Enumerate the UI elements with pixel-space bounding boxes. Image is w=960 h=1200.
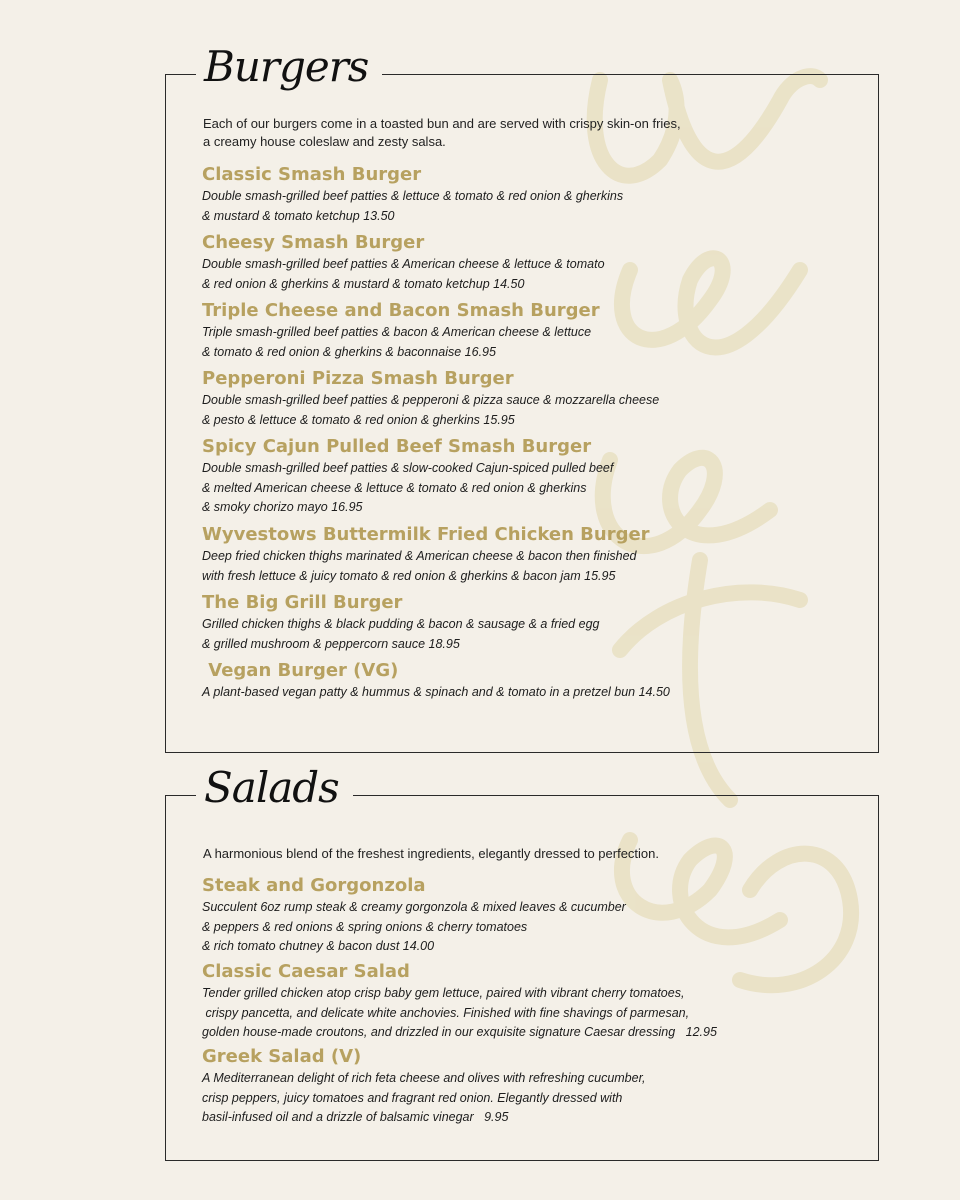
desc-line: & mustard & tomato ketchup 13.50 xyxy=(202,208,395,223)
desc-line: crisp peppers, juicy tomatoes and fragrant red onion. Elegantly dressed with xyxy=(202,1090,623,1105)
desc-line: Double smash-grilled beef patties & lettuce & tomato & red onion & gherkins xyxy=(202,189,624,203)
desc-line: & tomato & red onion & gherkins & baconnaise 16.95 xyxy=(202,344,496,359)
menu-item-name: Wyvestows Buttermilk Fried Chicken Burger xyxy=(202,524,650,545)
menu-item-name: Triple Cheese and Bacon Smash Burger xyxy=(202,300,600,321)
desc-line: Succulent 6oz rump steak & creamy gorgonzola & mixed leaves & cucumber xyxy=(202,900,626,914)
desc-line: Grilled chicken thighs & black pudding & bacon & sausage & a fried egg xyxy=(202,617,600,631)
desc-line: & red onion & gherkins & mustard & tomato ketchup 14.50 xyxy=(202,276,525,291)
burgers-intro xyxy=(203,115,763,151)
menu-item xyxy=(202,232,842,294)
menu-item-name: Pepperoni Pizza Smash Burger xyxy=(202,368,514,389)
menu-item xyxy=(202,368,842,430)
menu-item-name: Greek Salad (V) xyxy=(202,1046,362,1067)
menu-item xyxy=(202,164,842,226)
burgers-title: Burgers xyxy=(196,37,382,97)
menu-item-name: Steak and Gorgonzola xyxy=(202,875,426,896)
menu-item-description xyxy=(202,547,842,586)
menu-item-name: Vegan Burger (VG) xyxy=(202,660,399,681)
desc-line: & peppers & red onions & spring onions & cherry tomatoes xyxy=(202,919,528,934)
menu-item-description xyxy=(202,683,842,703)
desc-line: golden house-made croutons, and drizzled in our exquisite signature Caesar dressing 12.95 xyxy=(202,1025,717,1039)
desc-line: Triple smash-grilled beef patties & bacon & American cheese & lettuce xyxy=(202,325,592,339)
desc-line: Double smash-grilled beef patties & pepperoni & pizza sauce & mozzarella cheese xyxy=(202,393,660,407)
menu-item xyxy=(202,300,842,362)
menu-item-description xyxy=(202,898,842,957)
salads-section xyxy=(165,763,879,1161)
menu-item-name: Classic Caesar Salad xyxy=(202,961,410,982)
desc-line: Double smash-grilled beef patties & American cheese & lettuce & tomato xyxy=(202,257,605,271)
menu-item-name: Classic Smash Burger xyxy=(202,164,422,185)
burgers-intro-line: Each of our burgers come in a toasted bun and are served with crispy skin-on fries, xyxy=(203,116,681,131)
desc-line: Deep fried chicken thighs marinated & American cheese & bacon then finished xyxy=(202,549,637,563)
menu-item-description xyxy=(202,459,842,518)
menu-item-description xyxy=(202,187,842,226)
burgers-section xyxy=(165,42,879,753)
menu-item-description xyxy=(202,1069,842,1128)
menu-item-name: The Big Grill Burger xyxy=(202,592,403,613)
menu-item-description xyxy=(202,391,842,430)
menu-item xyxy=(202,592,842,654)
desc-line: crispy pancetta, and delicate white anchovies. Finished with fine shavings of parmesan, xyxy=(202,1005,690,1020)
desc-line: & pesto & lettuce & tomato & red onion & gherkins 15.95 xyxy=(202,412,515,427)
menu-item-description xyxy=(202,255,842,294)
desc-line: basil-infused oil and a drizzle of balsamic vinegar 9.95 xyxy=(202,1110,509,1124)
menu-item xyxy=(202,1046,842,1128)
menu-item-name: Cheesy Smash Burger xyxy=(202,232,425,253)
desc-line: A Mediterranean delight of rich feta cheese and olives with refreshing cucumber, xyxy=(202,1071,646,1085)
desc-line: & smoky chorizo mayo 16.95 xyxy=(202,500,363,514)
menu-item xyxy=(202,961,842,1043)
menu-item xyxy=(202,875,842,957)
burgers-intro-line: a creamy house coleslaw and zesty salsa. xyxy=(203,134,446,149)
menu-item-description xyxy=(202,615,842,654)
desc-line: with fresh lettuce & juicy tomato & red onion & gherkins & bacon jam 15.95 xyxy=(202,568,616,583)
desc-line: & grilled mushroom & peppercorn sauce 18.95 xyxy=(202,636,460,651)
menu-item-description xyxy=(202,984,842,1043)
salads-title: Salads xyxy=(196,758,353,818)
desc-line: Tender grilled chicken atop crisp baby gem lettuce, paired with vibrant cherry tomatoes, xyxy=(202,986,685,1000)
menu-item xyxy=(202,660,842,703)
menu-item xyxy=(202,436,842,518)
menu-item xyxy=(202,524,842,586)
desc-line: Double smash-grilled beef patties & slow-cooked Cajun-spiced pulled beef xyxy=(202,461,614,475)
salads-intro xyxy=(203,845,763,863)
desc-line: & rich tomato chutney & bacon dust 14.00 xyxy=(202,939,435,953)
menu-item-name: Spicy Cajun Pulled Beef Smash Burger xyxy=(202,436,592,457)
desc-line: & melted American cheese & lettuce & tomato & red onion & gherkins xyxy=(202,480,587,495)
salads-intro-line: A harmonious blend of the freshest ingredients, elegantly dressed to perfection. xyxy=(203,846,660,861)
desc-line: A plant-based vegan patty & hummus & spinach and & tomato in a pretzel bun 14.50 xyxy=(202,685,670,699)
menu-item-description xyxy=(202,323,842,362)
